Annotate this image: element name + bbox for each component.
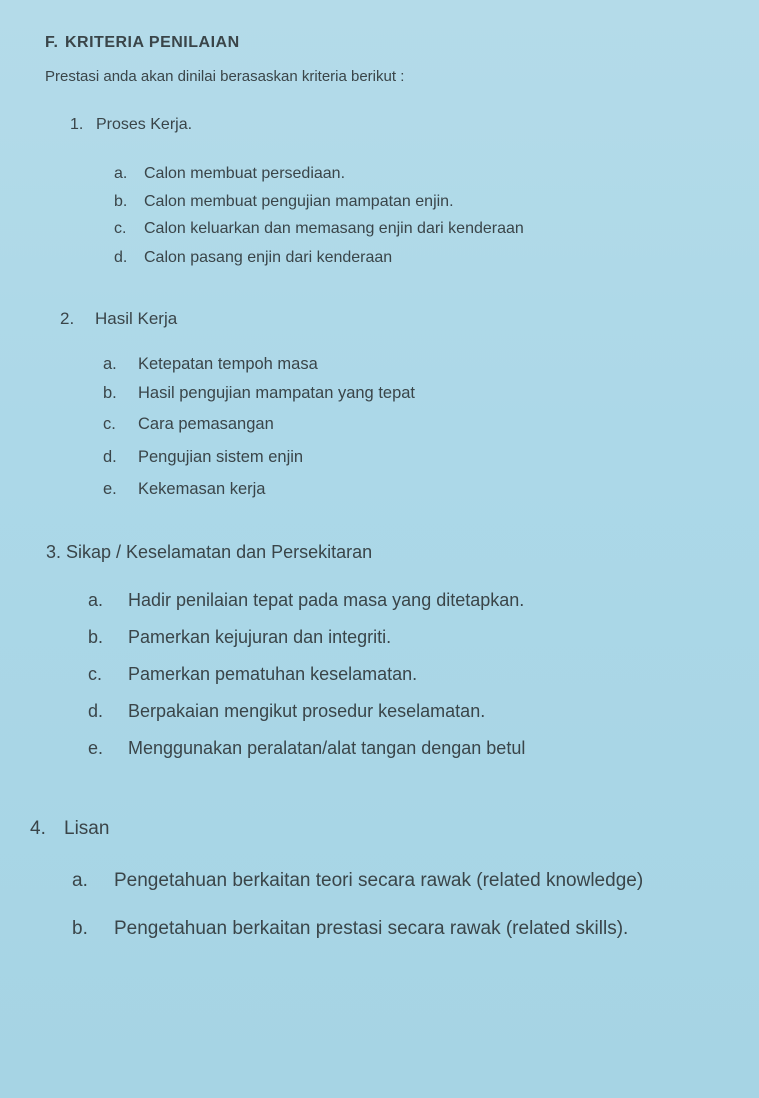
- criterion-title: Lisan: [64, 818, 110, 839]
- item-text: Pamerkan kejujuran dan integriti.: [128, 627, 392, 647]
- item-letter: b.: [72, 918, 88, 939]
- item-letter: b.: [114, 193, 128, 210]
- criterion-number: 3.: [46, 542, 62, 562]
- criterion-title: Proses Kerja.: [96, 116, 193, 133]
- item-letter: a.: [88, 590, 104, 610]
- item-text: Calon pasang enjin dari kenderaan: [144, 249, 393, 266]
- item-letter: d.: [114, 249, 128, 266]
- item-letter: a.: [72, 870, 88, 891]
- item-text: Ketepatan tempoh masa: [138, 355, 318, 373]
- criterion-title: Sikap / Keselamatan dan Persekitaran: [66, 542, 373, 562]
- section-title: KRITERIA PENILAIAN: [65, 34, 240, 51]
- item-text: Berpakaian mengikut prosedur keselamatan.: [128, 701, 486, 721]
- criterion-number: 4.: [30, 818, 46, 839]
- item-letter: a.: [114, 165, 128, 182]
- item-text: Calon membuat pengujian mampatan enjin.: [144, 193, 454, 210]
- item-text: Calon membuat persediaan.: [144, 165, 346, 182]
- section-intro: Prestasi anda akan dinilai berasaskan kriteria berikut :: [45, 68, 405, 85]
- item-text: Hadir penilaian tepat pada masa yang ditetapkan.: [128, 590, 525, 610]
- item-text: Pengetahuan berkaitan prestasi secara rawak (related skills).: [114, 918, 629, 939]
- criterion-number: 2.: [60, 309, 75, 328]
- item-letter: b.: [103, 384, 117, 402]
- item-letter: c.: [103, 415, 116, 433]
- criterion-title: Hasil Kerja: [95, 309, 178, 328]
- item-text: Pengujian sistem enjin: [138, 448, 304, 466]
- item-text: Pengetahuan berkaitan teori secara rawak (related knowledge): [114, 870, 644, 891]
- section-marker: F.: [45, 34, 59, 51]
- item-letter: a.: [103, 355, 117, 373]
- item-text: Calon keluarkan dan memasang enjin dari kenderaan: [144, 220, 524, 237]
- item-letter: c.: [114, 220, 127, 237]
- item-text: Cara pemasangan: [138, 415, 274, 433]
- item-text: Pamerkan pematuhan keselamatan.: [128, 664, 418, 684]
- item-letter: d.: [88, 701, 104, 721]
- item-letter: d.: [103, 448, 117, 466]
- criterion-number: 1.: [70, 116, 84, 133]
- item-letter: e.: [103, 480, 117, 498]
- item-letter: c.: [88, 664, 103, 684]
- item-text: Menggunakan peralatan/alat tangan dengan betul: [128, 738, 526, 758]
- item-letter: e.: [88, 738, 104, 758]
- item-letter: b.: [88, 627, 104, 647]
- item-text: Kekemasan kerja: [138, 480, 266, 498]
- item-text: Hasil pengujian mampatan yang tepat: [138, 384, 416, 402]
